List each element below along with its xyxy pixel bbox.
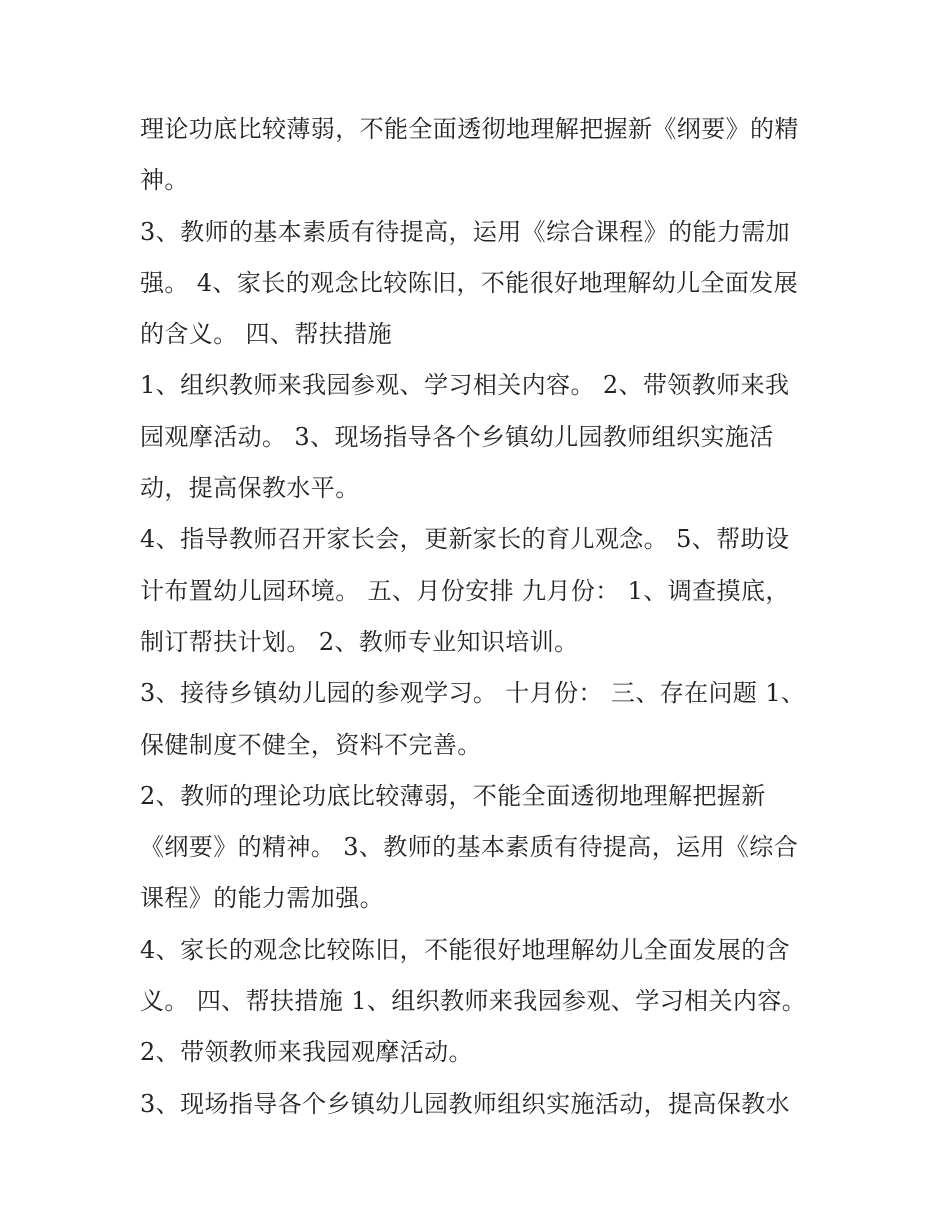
text-line: 4、指导教师召开家长会，更新家长的育儿观念。 5、帮助设 [140,525,790,554]
text-line: 的含义。 四、帮扶措施 [140,320,393,349]
text-line: 3、教师的基本素质有待提高，运用《综合课程》的能力需加 [140,217,791,246]
text-line: 3、现场指导各个乡镇幼儿园教师组织实施活动，提高保教水 [140,1089,791,1118]
text-line: 3、接待乡镇幼儿园的参观学习。 十月份： 三、存在问题 1、 [140,679,806,708]
text-line: 理论功底比较薄弱，不能全面透彻地理解把握新《纲要》的精 [140,115,799,143]
text-line: 强。 4、家长的观念比较陈旧，不能很好地理解幼儿全面发展 [140,268,799,297]
text-line: 制订帮扶计划。 2、教师专业知识培训。 [140,627,579,656]
text-line: 义。 四、帮扶措施 1、组织教师来我园参观、学习相关内容。 [140,987,807,1016]
text-line: 《纲要》的精神。 3、教师的基本素质有待提高，运用《综合 [140,833,799,862]
text-line: 计布置幼儿园环境。 五、月份安排 九月份： 1、调查摸底， [140,576,790,605]
text-line: 保健制度不健全，资料不完善。 [140,730,482,759]
text-line: 1、组织教师来我园参观、学习相关内容。 2、带领教师来我 [140,371,790,400]
document-body [140,104,820,1130]
text-line: 课程》的能力需加强。 [140,884,384,913]
text-line: 2、带领教师来我园观摩活动。 [140,1038,473,1067]
text-line: 园观摩活动。 3、现场指导各个乡镇幼儿园教师组织实施活 [140,422,774,451]
text-line: 2、教师的理论功底比较薄弱，不能全面透彻地理解把握新 [140,781,766,810]
text-line: 4、家长的观念比较陈旧，不能很好地理解幼儿全面发展的含 [140,935,791,964]
text-line: 神。 [140,166,189,195]
text-line: 动，提高保教水平。 [140,474,360,503]
